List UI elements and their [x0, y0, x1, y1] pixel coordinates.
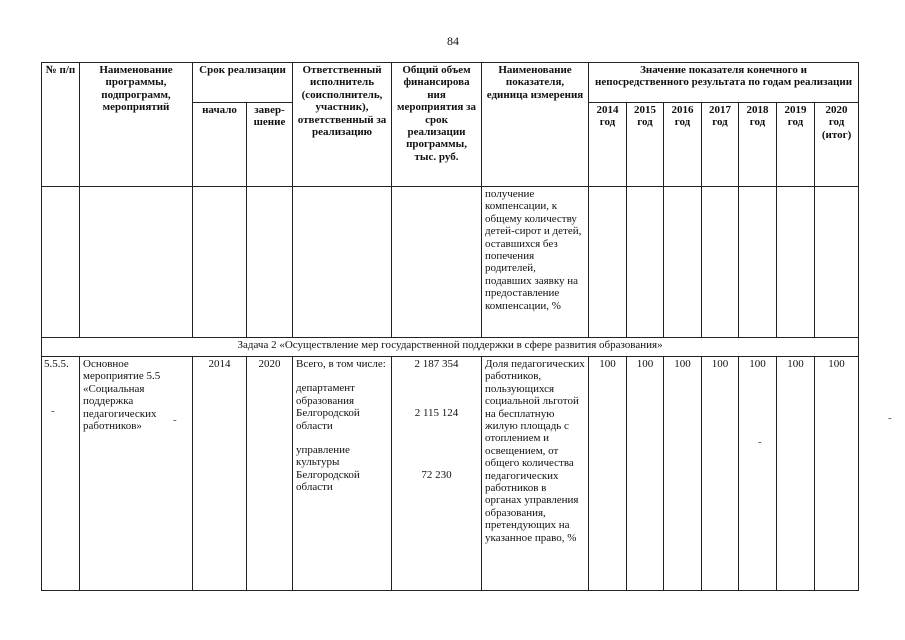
- executor-culture-dept: управление культуры Белгородской области: [296, 444, 360, 494]
- header-start: начало: [193, 103, 247, 187]
- scan-mark: -: [888, 412, 892, 424]
- header-values-group: Значение показателя конечного и непосредственного результата по годам реализации: [589, 63, 859, 103]
- header-year-2016: 2016 год: [664, 103, 702, 187]
- header-period: Срок реализации: [193, 63, 293, 103]
- amount-culture-dept: 72 230: [421, 468, 452, 481]
- header-year-2014: 2014 год: [589, 103, 627, 187]
- value-2015: 100: [627, 357, 664, 591]
- measure-row: [42, 357, 859, 591]
- scan-mark: -: [758, 436, 762, 448]
- measure-start: 2014: [193, 357, 247, 591]
- scan-mark: -: [173, 414, 177, 426]
- task-title: Задача 2 «Осуществление мер государственной поддержки в сфере развития образования»: [42, 338, 859, 357]
- header-funding: Общий объем финансирова ния мероприятия за срок реализации программы, тыс. руб.: [392, 63, 482, 187]
- amount-total: 2 187 354: [414, 358, 459, 370]
- header-year-2019: 2019 год: [777, 103, 815, 187]
- measure-name: Основное мероприятие 5.5 «Социальная поддержка педагогических работников»: [80, 357, 193, 591]
- value-2014: 100: [589, 357, 627, 591]
- header-year-2020: 2020 год (итог): [815, 103, 859, 187]
- header-indicator: Наименование показателя, единица измерения: [482, 63, 589, 187]
- task-row: [42, 338, 859, 357]
- page-number: 84: [447, 34, 459, 48]
- value-2016: 100: [664, 357, 702, 591]
- measure-amounts: [392, 357, 482, 591]
- header-num: № п/п: [42, 63, 80, 187]
- amount-education-dept: 2 115 124: [414, 407, 459, 420]
- value-2020: 100: [815, 357, 859, 591]
- continuation-row: [42, 187, 859, 338]
- header-year-2018: 2018 год: [739, 103, 777, 187]
- measure-num: 5.5.5.: [42, 357, 80, 591]
- value-2017: 100: [702, 357, 739, 591]
- header-end: завер-шение: [247, 103, 293, 187]
- measure-end: 2020: [247, 357, 293, 591]
- value-2018: 100: [739, 357, 777, 591]
- measure-indicator: Доля педагогических работников, пользующихся социальной льготой на бесплатную жилую площадь с отоплением и освещением, от общего количества педагогических работников в органах управления образования, претендующих на указанное право, %: [482, 357, 589, 591]
- header-name: Наименование программы, подпрограмм, мероприятий: [80, 63, 193, 187]
- program-table: [41, 62, 859, 591]
- executor-education-dept: департамент образования Белгородской области: [296, 382, 360, 432]
- executor-total: Всего, в том числе:: [296, 358, 386, 370]
- header-year-2017: 2017 год: [702, 103, 739, 187]
- header-row-1: [42, 63, 859, 103]
- continuation-indicator: получение компенсации, к общему количеству детей-сирот и детей, оставшихся без попечения родителей, подавших заявку на предоставление компенсации, %: [482, 187, 589, 338]
- header-year-2015: 2015 год: [627, 103, 664, 187]
- header-responsible: Ответственный исполнитель (соисполнитель, участник), ответственный за реализацию: [293, 63, 392, 187]
- value-2019: 100: [777, 357, 815, 591]
- measure-executors: [293, 357, 392, 591]
- scan-mark: -: [51, 405, 55, 417]
